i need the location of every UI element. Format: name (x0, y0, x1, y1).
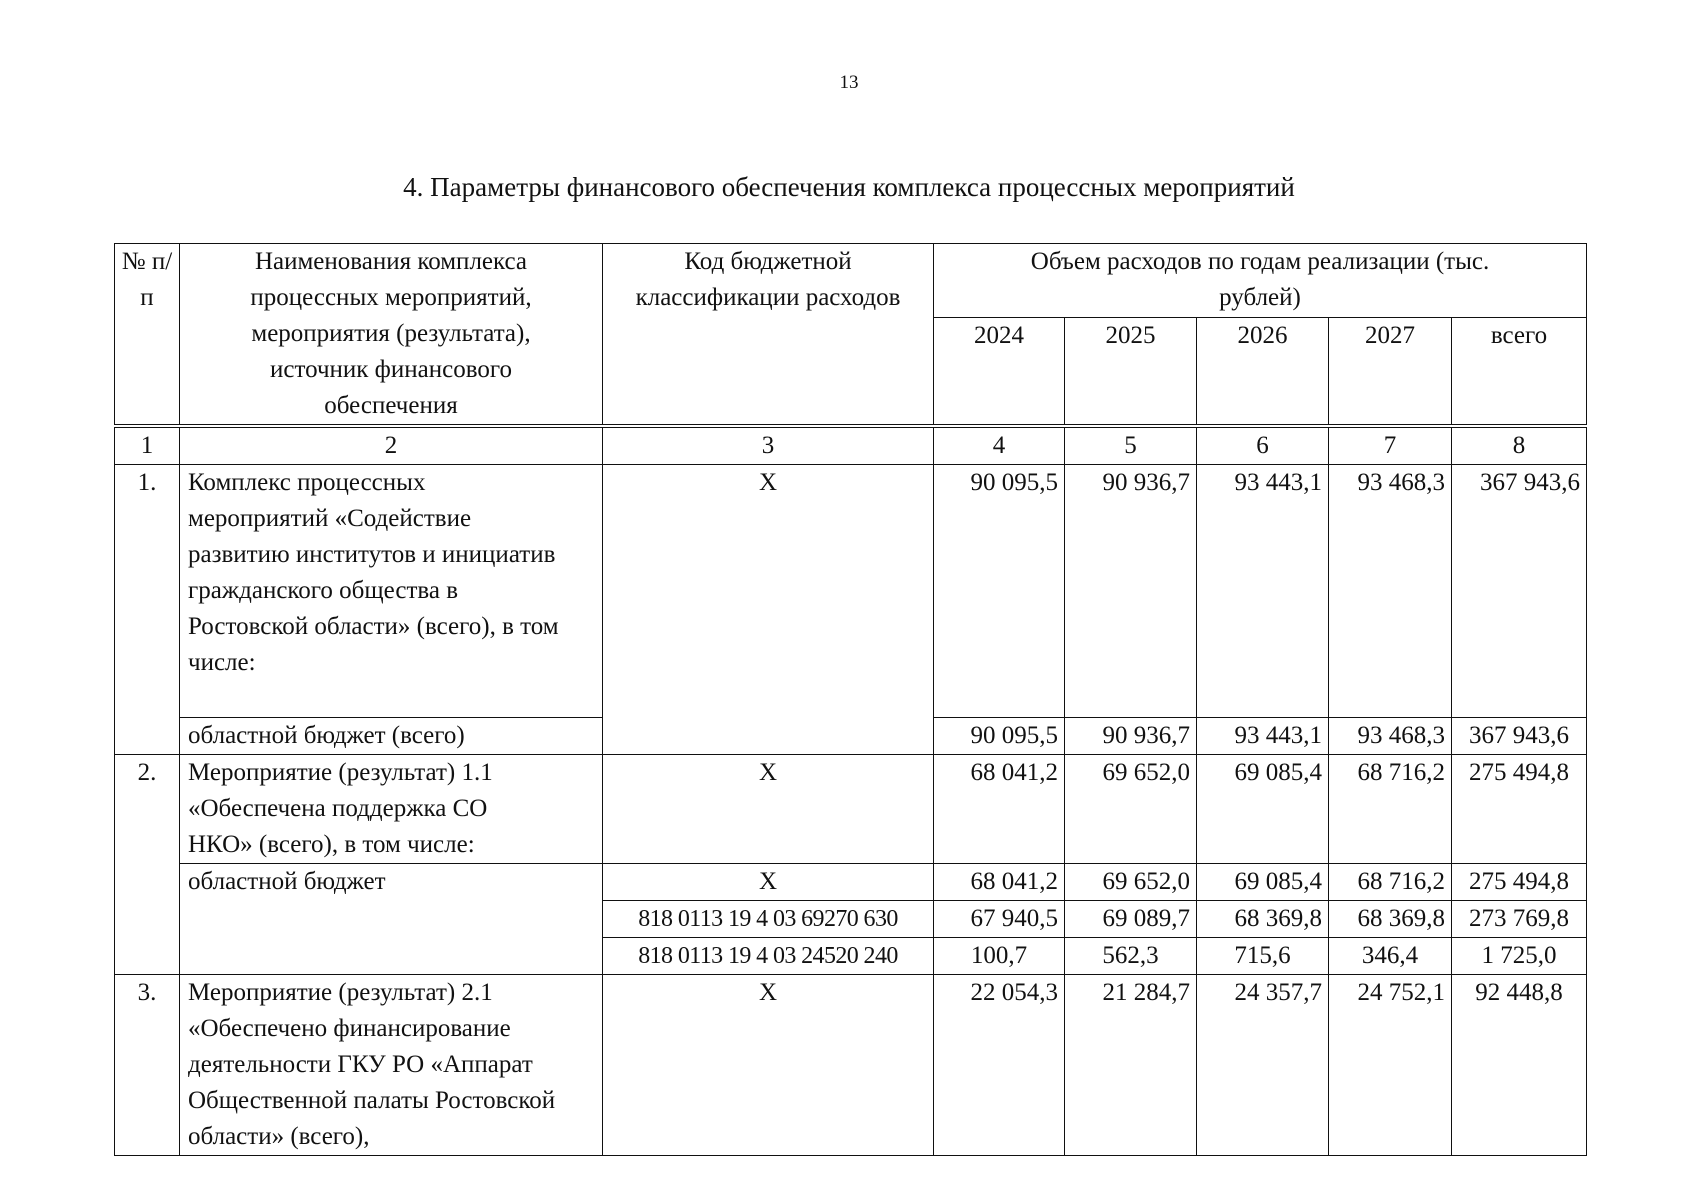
row-code: 818 0113 19 4 03 24520 240 (603, 938, 934, 975)
row-name: Мероприятие (результат) 2.1 «Обеспечено финансирование деятельности ГКУ РО «Аппарат Общественной палаты Ростовской области» (всего), (180, 975, 603, 1156)
row-code: X (603, 755, 934, 864)
value-2026: 93 443,1 (1197, 465, 1329, 718)
section-title: 4. Параметры финансового обеспечения комплекса процессных мероприятий (403, 172, 1295, 202)
header-volume: Объем расходов по годам реализации (тыс. рублей) (934, 244, 1587, 318)
row-name: Комплекс процессных мероприятий «Содействие развитию институтов и инициатив гражданского общества в Ростовской области» (всего), в том числе: (180, 465, 603, 718)
row-code: X (603, 975, 934, 1156)
column-number: 8 (1452, 426, 1587, 465)
header-code: Код бюджетной классификации расходов (603, 244, 934, 427)
table-row (115, 975, 1587, 1156)
value-2025: 90 936,7 (1065, 718, 1197, 755)
header-name: Наименования комплекса процессных мероприятий, мероприятия (результата), источник финансового обеспечения (180, 244, 603, 427)
value-2024: 67 940,5 (934, 901, 1065, 938)
value-2025: 69 652,0 (1065, 864, 1197, 901)
value-2027: 68 716,2 (1329, 864, 1452, 901)
row-number: 3. (115, 975, 180, 1156)
value-2025: 90 936,7 (1065, 465, 1197, 718)
value-2024: 100,7 (934, 938, 1065, 975)
column-number: 3 (603, 426, 934, 465)
value-2027: 68 716,2 (1329, 755, 1452, 864)
table-row (115, 755, 1587, 864)
value-2024: 68 041,2 (934, 755, 1065, 864)
value-2026: 715,6 (1197, 938, 1329, 975)
value-2025: 69 089,7 (1065, 901, 1197, 938)
column-number: 5 (1065, 426, 1197, 465)
value-total: 273 769,8 (1452, 901, 1587, 938)
header-year-2024: 2024 (934, 317, 1065, 426)
header-year-2027: 2027 (1329, 317, 1452, 426)
value-2025: 21 284,7 (1065, 975, 1197, 1156)
value-2024: 22 054,3 (934, 975, 1065, 1156)
row-number: 2. (115, 755, 180, 975)
value-2027: 93 468,3 (1329, 465, 1452, 718)
value-2026: 68 369,8 (1197, 901, 1329, 938)
table-row (115, 864, 1587, 901)
value-2026: 93 443,1 (1197, 718, 1329, 755)
row-name: областной бюджет (всего) (180, 718, 603, 755)
column-number: 7 (1329, 426, 1452, 465)
value-total: 92 448,8 (1452, 975, 1587, 1156)
header-row-1 (115, 244, 1587, 318)
value-total: 275 494,8 (1452, 755, 1587, 864)
value-2026: 69 085,4 (1197, 755, 1329, 864)
column-number: 2 (180, 426, 603, 465)
value-2024: 68 041,2 (934, 864, 1065, 901)
value-2027: 346,4 (1329, 938, 1452, 975)
column-number: 1 (115, 426, 180, 465)
row-code: X (603, 465, 934, 755)
column-number-row (115, 426, 1587, 465)
value-2024: 90 095,5 (934, 718, 1065, 755)
row-code: 818 0113 19 4 03 69270 630 (603, 901, 934, 938)
value-2027: 68 369,8 (1329, 901, 1452, 938)
value-2027: 93 468,3 (1329, 718, 1452, 755)
header-year-2026: 2026 (1197, 317, 1329, 426)
value-2026: 24 357,7 (1197, 975, 1329, 1156)
financing-table (114, 243, 1587, 1156)
value-2024: 90 095,5 (934, 465, 1065, 718)
value-2026: 69 085,4 (1197, 864, 1329, 901)
row-name: Мероприятие (результат) 1.1 «Обеспечена поддержка СО НКО» (всего), в том числе: (180, 755, 603, 864)
header-year-total: всего (1452, 317, 1587, 426)
column-number: 4 (934, 426, 1065, 465)
column-number: 6 (1197, 426, 1329, 465)
value-total: 367 943,6 (1452, 465, 1587, 718)
header-year-2025: 2025 (1065, 317, 1197, 426)
row-code: X (603, 864, 934, 901)
header-num: № п/п (115, 244, 180, 427)
row-number: 1. (115, 465, 180, 755)
row-name: областной бюджет (180, 864, 603, 975)
page-number: 13 (839, 72, 859, 93)
table-row (115, 465, 1587, 718)
value-total: 1 725,0 (1452, 938, 1587, 975)
value-total: 275 494,8 (1452, 864, 1587, 901)
value-2025: 69 652,0 (1065, 755, 1197, 864)
value-total: 367 943,6 (1452, 718, 1587, 755)
value-2025: 562,3 (1065, 938, 1197, 975)
value-2027: 24 752,1 (1329, 975, 1452, 1156)
